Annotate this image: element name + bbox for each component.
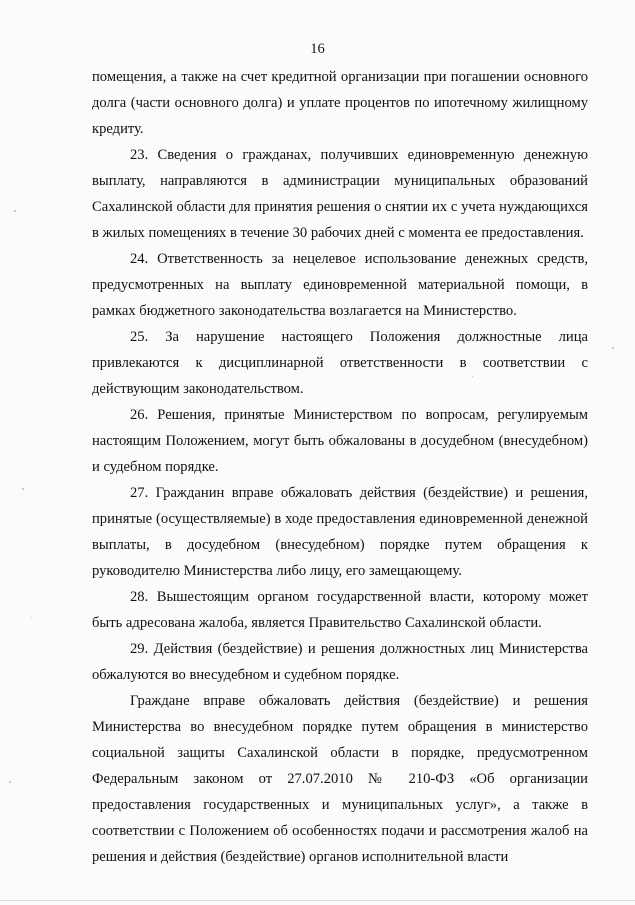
scan-bottom-edge [0, 900, 635, 901]
paragraph-23: 23. Сведения о гражданах, получивших единовременную денежную выплату, направляются в администрации муниципальных образований Сахалинской области для принятия решения о снятии их с учета нуждающихся в жилых помещениях в течение 30 рабочих дней с момента ее предоставления. [92, 147, 588, 241]
paragraph-27: 27. Гражданин вправе обжаловать действия (бездействие) и решения, принятые (осуществляемые) в ходе предоставления единовременной денежной выплаты, в досудебном (внесудебном) порядке путем обращения к руководителю Министерства либо лицу, его замещающему. [92, 485, 588, 579]
page-number: 16 [310, 41, 325, 57]
document-body [92, 64, 588, 870]
scan-speck [31, 617, 32, 618]
scan-speck [22, 488, 24, 490]
paragraph-24: 24. Ответственность за нецелевое использование денежных средств, предусмотренных на выплату единовременной материальной помощи, в рамках бюджетного законодательства возлагается на Министерство. [92, 251, 588, 319]
paragraph-continuation: помещения, а также на счет кредитной организации при погашении основного долга (части основного долга) и уплате процентов по ипотечному жилищному кредиту. [92, 69, 588, 137]
scan-speck [472, 376, 473, 377]
paragraph-25: 25. За нарушение настоящего Положения должностные лица привлекаются к дисциплинарной ответственности в соответствии с действующим законодательством. [92, 329, 588, 397]
scan-speck [14, 210, 16, 212]
paragraph-28: 28. Вышестоящим органом государственной власти, которому может быть адресована жалоба, является Правительство Сахалинской области. [92, 589, 588, 631]
scan-speck [9, 781, 11, 783]
scan-speck [612, 347, 614, 349]
paragraph-appeal-rights: Граждане вправе обжаловать действия (бездействие) и решения Министерства во внесудебном порядке путем обращения в министерство социальной защиты Сахалинской области в порядке, предусмотренном Федеральным законом от 27.07.2010 № 210-ФЗ «Об организации предоставления государственных и муниципальных услуг», а также в соответствии с Положением об особенностях подачи и рассмотрения жалоб на решения и действия (бездействие) органов исполнительной власти [92, 693, 588, 865]
paragraph-29: 29. Действия (бездействие) и решения должностных лиц Министерства обжалуются во внесудебном и судебном порядке. [92, 641, 588, 683]
paragraph-26: 26. Решения, принятые Министерством по вопросам, регулируемым настоящим Положением, могут быть обжалованы в досудебном (внесудебном) и судебном порядке. [92, 407, 588, 475]
